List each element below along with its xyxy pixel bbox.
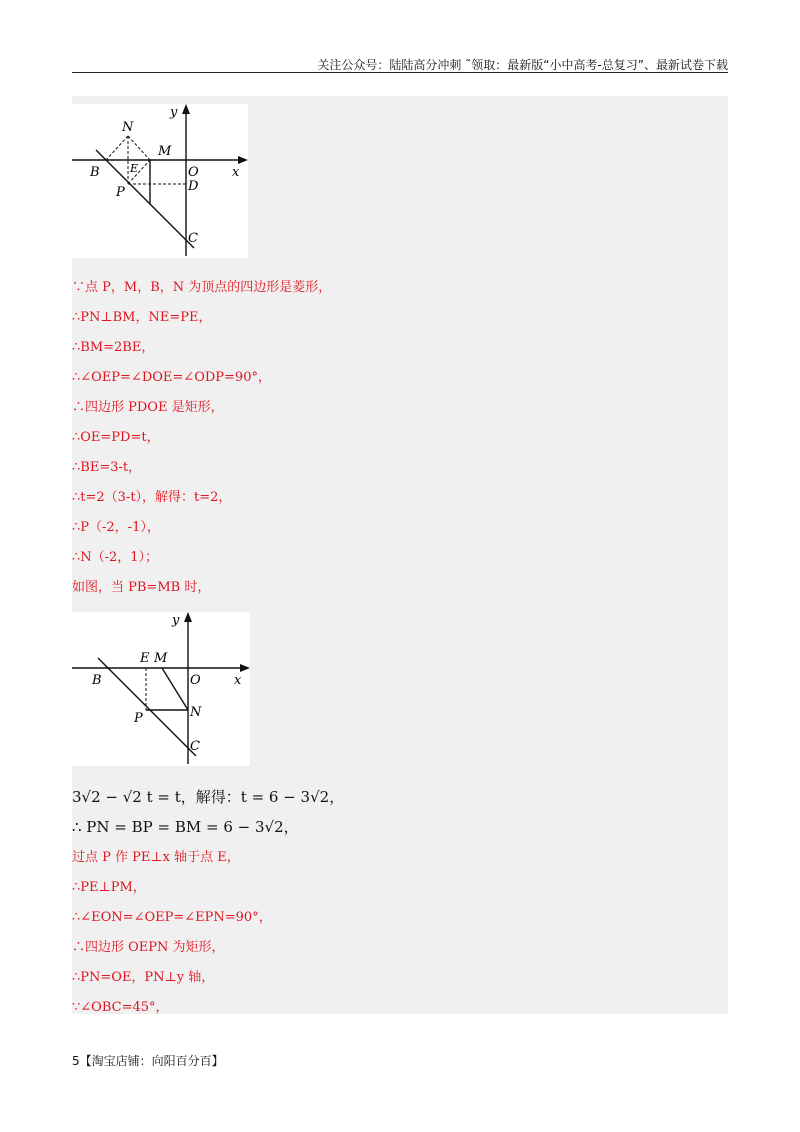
solution-line-19: ∵∠OBC=45°，	[72, 1000, 169, 1015]
fig2-label-n: N	[190, 705, 202, 720]
fig2-label-o: O	[190, 673, 201, 688]
fig2-label-y: y	[172, 613, 180, 628]
fig1-label-p: P	[116, 185, 125, 200]
fig1-label-y: y	[170, 105, 178, 120]
fig1-label-b: B	[90, 165, 100, 180]
solution-line-15: ∴PE⊥PM，	[72, 880, 146, 895]
fig2-label-x: x	[234, 673, 242, 688]
fig1-label-m: M	[158, 144, 172, 159]
solution-line-2: ∴PN⊥BM，NE=PE，	[72, 310, 212, 325]
fig2-label-b: B	[92, 673, 102, 688]
header-divider	[72, 72, 728, 73]
solution-line-16: ∴∠EON=∠OEP=∠EPN=90°，	[72, 910, 272, 925]
figure-rhombus-case	[72, 104, 248, 258]
solution-line-7: ∴BE=3-t，	[72, 460, 142, 475]
solution-line-1: ∵点 P，M，B，N 为顶点的四边形是菱形，	[72, 280, 332, 295]
solution-line-6: ∴OE=PD=t，	[72, 430, 160, 445]
fig2-label-e: E	[140, 651, 150, 666]
fig1-label-x: x	[232, 165, 240, 180]
solution-line-5: ∴四边形 PDOE 是矩形，	[72, 400, 224, 415]
fig1-label-e: E	[130, 162, 139, 175]
solution-line-17: ∴四边形 OEPN 为矩形，	[72, 940, 225, 955]
solution-line-18: ∴PN=OE，PN⊥y 轴，	[72, 970, 215, 985]
figure-pb-mb-case	[72, 612, 250, 766]
solution-line-13: ∴ PN = BP = BM = 6 − 3√2，	[72, 818, 299, 836]
fig1-label-d: D	[188, 179, 199, 194]
solution-line-12: 3√2 − √2 t = t，解得：t = 6 − 3√2，	[72, 788, 345, 806]
fig2-label-p: P	[134, 711, 143, 726]
page-header: 关注公众号：陆陆高分冲刺 ˜领取：最新版“小中高考-总复习”、最新试卷下载	[317, 58, 728, 72]
fig2-label-c: C	[190, 739, 200, 754]
solution-line-4: ∴∠OEP=∠DOE=∠ODP=90°，	[72, 370, 271, 385]
page-footer: 5【淘宝店铺：向阳百分百】	[72, 1054, 224, 1068]
solution-line-8: ∴t=2（3-t），解得：t=2，	[72, 490, 232, 505]
solution-line-3: ∴BM=2BE，	[72, 340, 155, 355]
solution-line-11: 如图，当 PB=MB 时，	[72, 580, 211, 595]
fig2-label-m: M	[154, 651, 168, 666]
fig1-label-c: C	[188, 231, 198, 246]
fig1-label-n: N	[122, 120, 134, 135]
solution-line-9: ∴P（-2，-1），	[72, 520, 160, 535]
solution-line-14: 过点 P 作 PE⊥x 轴于点 E，	[72, 850, 240, 865]
solution-line-10: ∴N（-2，1）；	[72, 550, 159, 565]
fig1-label-o: O	[188, 165, 199, 180]
